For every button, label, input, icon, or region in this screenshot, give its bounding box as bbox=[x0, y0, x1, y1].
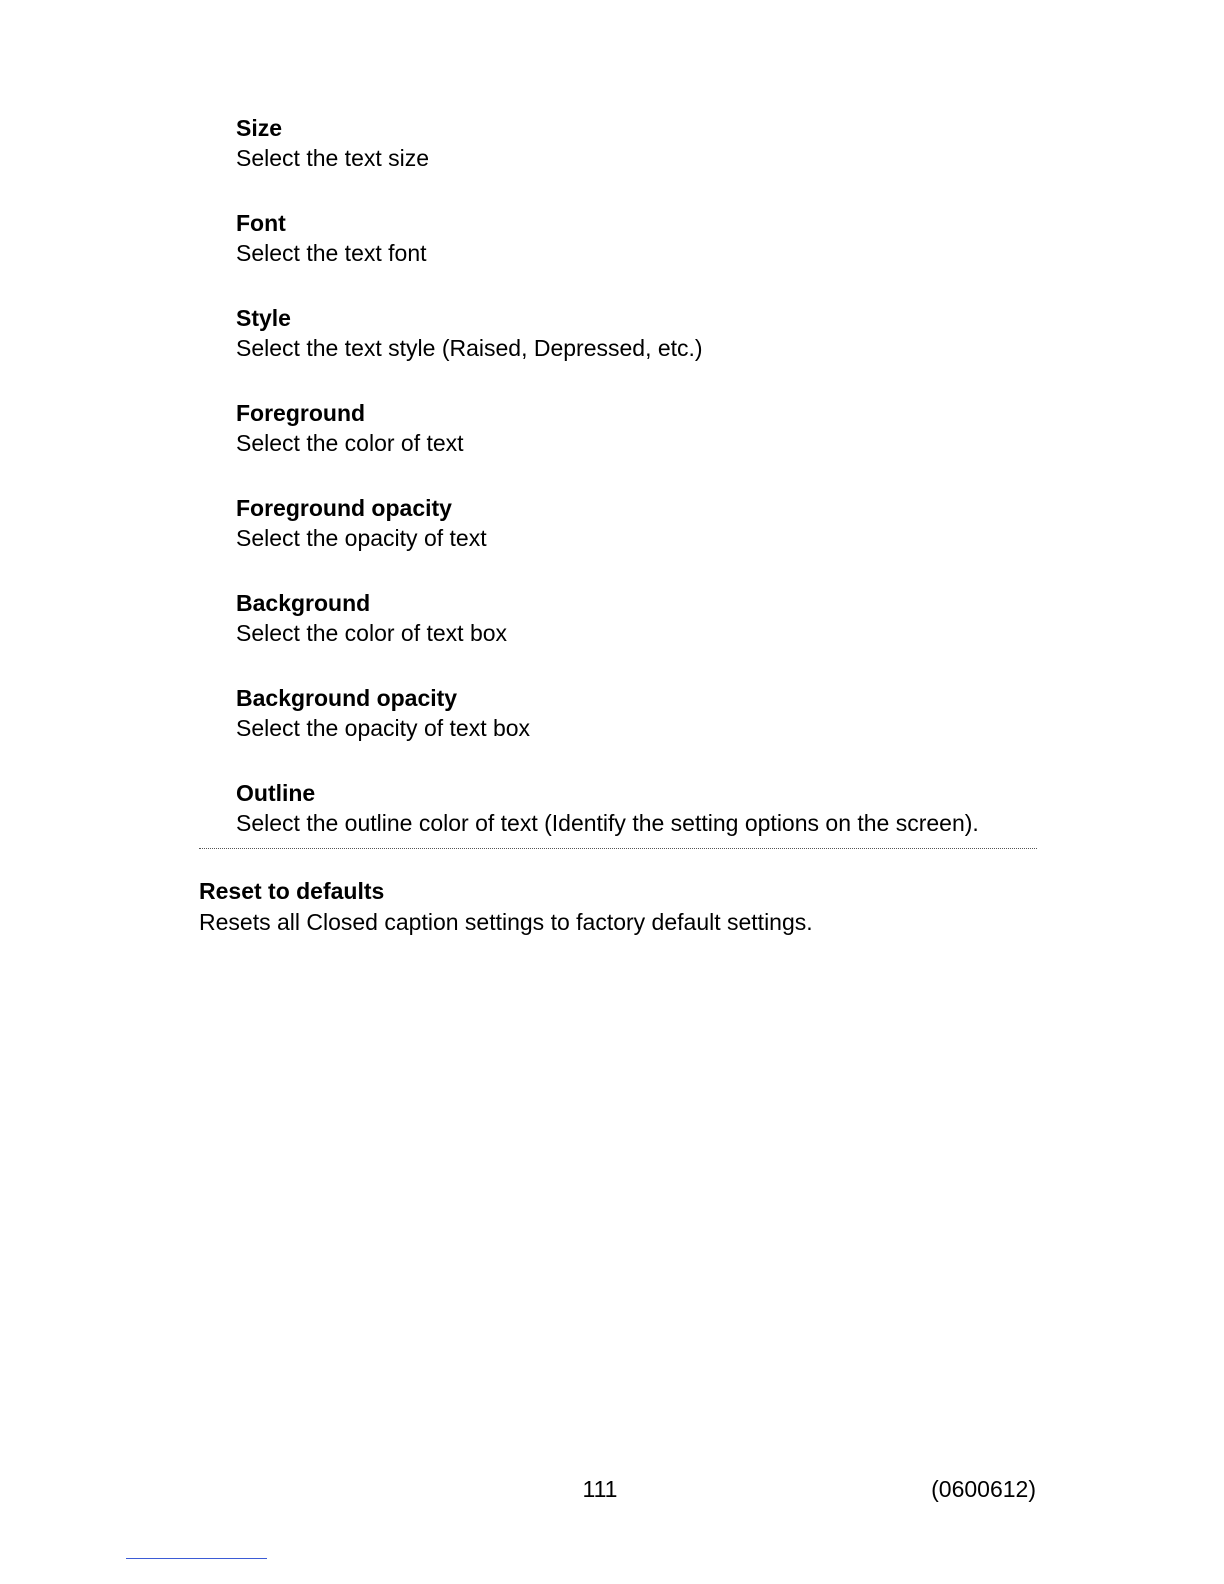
setting-description: Select the opacity of text bbox=[236, 525, 487, 551]
document-code: (0600612) bbox=[931, 1476, 1036, 1502]
setting-title: Foreground opacity bbox=[236, 495, 452, 521]
setting-background bbox=[236, 588, 1036, 683]
section-divider bbox=[199, 848, 1037, 849]
setting-title: Font bbox=[236, 210, 286, 236]
caption-settings-list bbox=[236, 113, 1036, 873]
setting-description: Select the text font bbox=[236, 240, 427, 266]
reset-title: Reset to defaults bbox=[199, 878, 385, 904]
setting-style bbox=[236, 303, 1036, 398]
setting-foreground bbox=[236, 398, 1036, 493]
setting-description: Select the color of text bbox=[236, 430, 464, 456]
setting-size bbox=[236, 113, 1036, 208]
page-number: 111 bbox=[582, 1476, 618, 1502]
setting-description: Select the color of text box bbox=[236, 620, 508, 646]
reset-description: Resets all Closed caption settings to factory default settings. bbox=[199, 909, 813, 935]
setting-description: Select the text style (Raised, Depressed, etc.) bbox=[236, 335, 703, 361]
setting-title: Background opacity bbox=[236, 685, 458, 711]
setting-title: Size bbox=[236, 115, 283, 141]
setting-background-opacity bbox=[236, 683, 1036, 778]
setting-description: Select the text size bbox=[236, 145, 430, 171]
setting-description: Select the opacity of text box bbox=[236, 715, 531, 741]
setting-title: Style bbox=[236, 305, 291, 331]
setting-font bbox=[236, 208, 1036, 303]
setting-outline bbox=[236, 778, 1036, 873]
setting-description: Select the outline color of text (Identify the setting options on the screen). bbox=[236, 810, 979, 836]
setting-title: Foreground bbox=[236, 400, 366, 426]
setting-foreground-opacity bbox=[236, 493, 1036, 588]
footnote-rule bbox=[126, 1558, 267, 1559]
setting-title: Background bbox=[236, 590, 371, 616]
setting-title: Outline bbox=[236, 780, 316, 806]
reset-section bbox=[199, 876, 1037, 938]
